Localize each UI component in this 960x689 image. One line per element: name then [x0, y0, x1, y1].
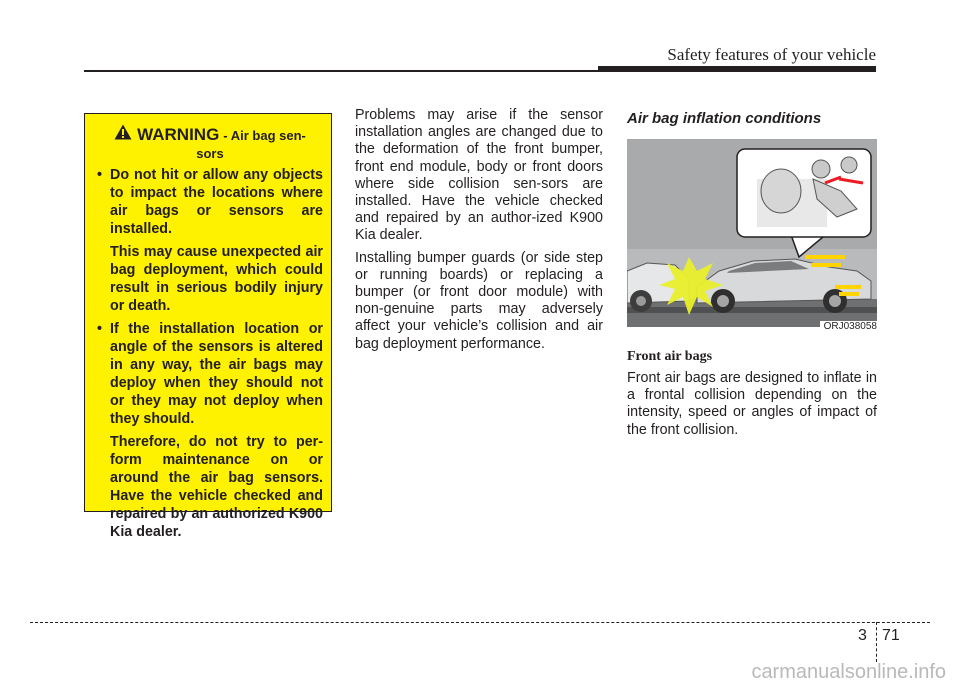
footer-rule [30, 622, 930, 623]
warning-box [84, 113, 332, 540]
warning-item-text: • Do not hit or allow any objects to impact the locations where air bags or sensors are installed. [110, 167, 323, 237]
footer-separator [876, 622, 877, 662]
warning-word: WARNING [137, 125, 220, 144]
warning-triangle-icon [114, 124, 132, 140]
watermark: carmanualsonline.info [751, 661, 946, 683]
figure-caption: ORJ038058 [820, 321, 877, 332]
body-paragraph: Front air bags are designed to inflate in a frontal collision depending on the intensity, speed or angles of impact of the front collision. [627, 370, 877, 438]
warning-subtitle-2: sors [196, 146, 224, 161]
warning-item-note: Therefore, do not try to per-form maintenance on or around the air bag sensors. Have the vehicle checked and repaired by an authorized K900 Kia dealer. [110, 434, 323, 540]
warning-item [97, 320, 323, 541]
warning-list [97, 166, 323, 541]
warning-item-text: • If the installation location or angle of the sensors is altered in any way, the air bags may deploy when they should not or they may not deploy when they should. [110, 321, 323, 427]
airbag-collision-illustration [627, 139, 877, 327]
header-rule-accent [598, 66, 876, 72]
middle-column [355, 107, 603, 358]
page-number: 71 [882, 627, 900, 644]
subheading: Front air bags [627, 349, 713, 364]
body-paragraph: Installing bumper guards (or side step or running boards) or replacing a bumper (or front door module) with non-genuine parts may adversely affect your vehicle’s collision and air bag deployment performance. [355, 249, 603, 352]
warning-item [97, 166, 323, 315]
chapter-number: 3 [858, 627, 867, 644]
warning-subtitle-1: - Air bag sen- [223, 128, 306, 143]
header-title: Safety features of your vehicle [667, 45, 876, 64]
section-title: Air bag inflation conditions [627, 110, 822, 127]
warning-item-note: This may cause unexpected air bag deployment, which could result in serious bodily injury or death. [110, 244, 323, 314]
warning-heading [97, 122, 323, 163]
right-column [627, 107, 877, 438]
body-paragraph: Problems may arise if the sensor installation angles are changed due to the deformation of the front bumper, front end module, body or front doors where side collision sen-sors are installed. Have the vehicle checked and repaired by an author-ized K900 Kia dealer. [355, 107, 603, 244]
